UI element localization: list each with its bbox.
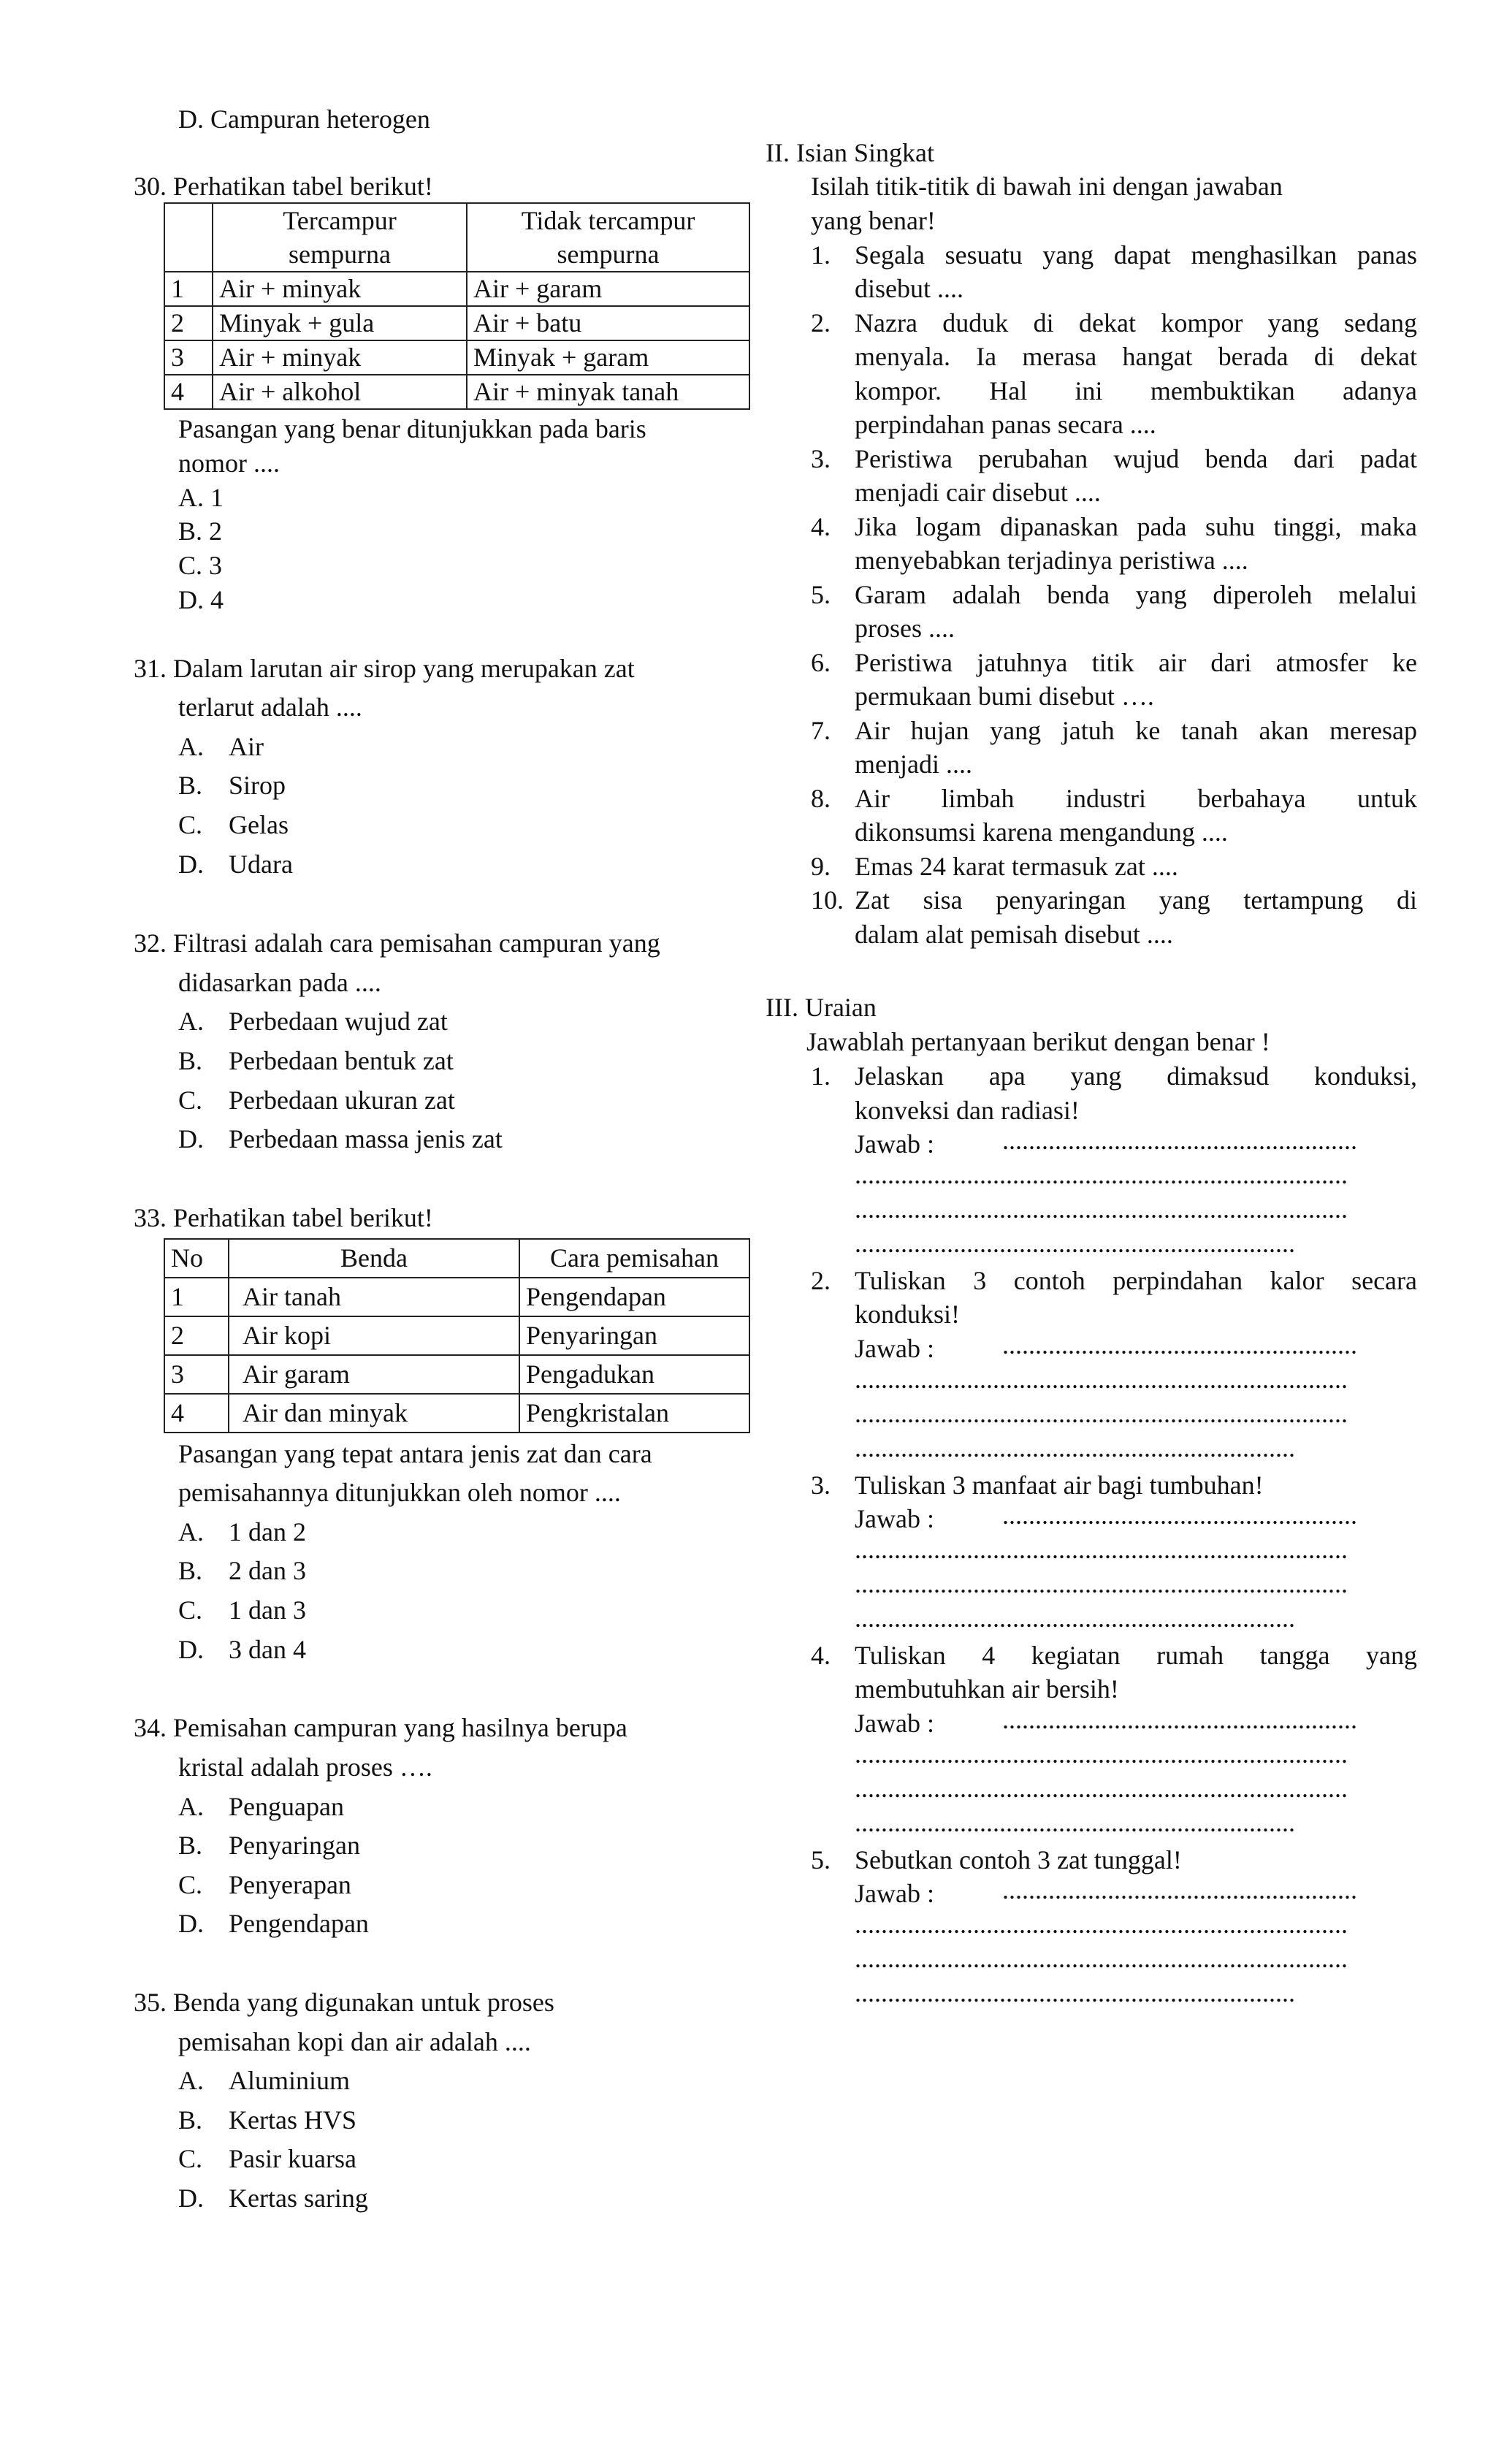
jawab-label: Jawab : <box>855 1879 934 1908</box>
table-cell: 4 <box>164 1394 229 1433</box>
answer-line[interactable]: ................................................................... <box>855 1229 1295 1258</box>
item-text-line: Tuliskan 3 contoh perpindahan kalor secara <box>855 1266 1417 1295</box>
question-34-line1: 34. Pemisahan campuran yang hasilnya berupa <box>134 1713 627 1742</box>
item-text-line: Segala sesuatu yang dapat menghasilkan panas <box>855 240 1417 270</box>
option-text: Aluminium <box>229 2066 351 2095</box>
item-text-line: Tuliskan 4 kegiatan rumah tangga yang <box>855 1641 1417 1670</box>
question-30-title: 30. Perhatikan tabel berikut! <box>134 172 433 201</box>
answer-line[interactable]: ................................................................... <box>855 1978 1295 2007</box>
option-campuran-heterogen: D. Campuran heterogen <box>178 104 430 134</box>
option-text: Perbedaan ukuran zat <box>229 1086 455 1115</box>
table-cell: Air kopi <box>229 1316 519 1355</box>
question-31-line1: 31. Dalam larutan air sirop yang merupakan zat <box>134 654 635 683</box>
option-letter: B. <box>178 1831 203 1860</box>
item-text-line: menjadi .... <box>855 750 972 779</box>
item-text-line: Sebutkan contoh 3 zat tunggal! <box>855 1845 1182 1874</box>
table-cell: Air dan minyak <box>229 1394 519 1433</box>
table-cell: Penyaringan <box>519 1316 749 1355</box>
table-cell: Pengendapan <box>519 1278 749 1316</box>
question-35-line2: pemisahan kopi dan air adalah .... <box>178 2027 531 2056</box>
option-letter: A. <box>178 732 204 761</box>
question-35-line1: 35. Benda yang digunakan untuk proses <box>134 1988 554 2017</box>
item-text-line: membutuhkan air bersih! <box>855 1674 1119 1704</box>
option-text: Udara <box>229 850 293 879</box>
option-text: Perbedaan wujud zat <box>229 1007 448 1036</box>
item-number: 3. <box>811 1471 831 1500</box>
item-number: 2. <box>811 308 831 337</box>
item-number: 9. <box>811 852 831 881</box>
option-letter: C. <box>178 1870 203 1899</box>
table-header-tercampur: Tercampur sempurna <box>213 203 467 272</box>
option-text: Penyerapan <box>229 1870 351 1899</box>
section-2-intro-line2: yang benar! <box>811 206 936 235</box>
option-letter: C. <box>178 810 203 839</box>
item-number: 10. <box>811 885 844 915</box>
table-header-tidak-tercampur: Tidak tercampur sempurna <box>467 203 749 272</box>
item-number: 6. <box>811 648 831 677</box>
answer-line[interactable]: ...................................................... <box>1002 1500 1357 1530</box>
table-cell: Air garam <box>229 1355 519 1394</box>
item-text-line: Peristiwa perubahan wujud benda dari padat <box>855 444 1417 473</box>
option-a: A. 1 <box>178 483 224 512</box>
item-text-line: Air hujan yang jatuh ke tanah akan meresap <box>855 716 1417 745</box>
option-letter: B. <box>178 1556 203 1585</box>
option-letter: D. <box>178 850 204 879</box>
item-text-line: disebut .... <box>855 274 963 303</box>
table-header-blank <box>164 203 213 272</box>
item-text-line: Jelaskan apa yang dimaksud konduksi, <box>855 1061 1417 1091</box>
item-text-line: konveksi dan radiasi! <box>855 1096 1080 1125</box>
answer-line[interactable]: ...................................................... <box>1002 1126 1357 1155</box>
option-text: 2 dan 3 <box>229 1556 306 1585</box>
table-cell: 2 <box>164 1316 229 1355</box>
table-cell: 1 <box>164 272 213 306</box>
answer-line[interactable]: ........................................................................... <box>855 1365 1348 1394</box>
item-text-line: dalam alat pemisah disebut .... <box>855 920 1173 949</box>
option-d: D. 4 <box>178 585 224 614</box>
question-30-prompt-line2: nomor .... <box>178 449 280 478</box>
answer-line[interactable]: ........................................................................... <box>855 1739 1348 1769</box>
item-text-line: permukaan bumi disebut …. <box>855 682 1154 711</box>
answer-line[interactable]: ........................................................................... <box>855 1910 1348 1939</box>
option-text: Pengendapan <box>229 1909 369 1938</box>
table-cell: Pengadukan <box>519 1355 749 1394</box>
item-number: 5. <box>811 580 831 609</box>
item-text-line: Garam adalah benda yang diperoleh melalui <box>855 580 1417 609</box>
table-cell: Air + garam <box>467 272 749 306</box>
section-3-intro: Jawablah pertanyaan berikut dengan benar ! <box>806 1027 1270 1056</box>
table-cell: 3 <box>164 1355 229 1394</box>
question-32-line2: didasarkan pada .... <box>178 968 381 997</box>
item-number: 2. <box>811 1266 831 1295</box>
jawab-label: Jawab : <box>855 1709 934 1738</box>
item-text-line: Air limbah industri berbahaya untuk <box>855 784 1417 813</box>
answer-line[interactable]: ........................................................................... <box>855 1774 1348 1803</box>
item-text-line: proses .... <box>855 614 955 643</box>
table-header-cara: Cara pemisahan <box>519 1239 749 1278</box>
answer-line[interactable]: ........................................................................... <box>855 1160 1348 1189</box>
option-text: 1 dan 3 <box>229 1595 306 1625</box>
item-number: 5. <box>811 1845 831 1874</box>
option-letter: C. <box>178 2144 203 2173</box>
jawab-label: Jawab : <box>855 1129 934 1159</box>
option-letter: B. <box>178 771 203 800</box>
table-q30 <box>164 202 750 410</box>
item-text-line: konduksi! <box>855 1300 960 1329</box>
table-cell: 2 <box>164 306 213 340</box>
answer-line[interactable]: ........................................................................... <box>855 1399 1348 1428</box>
answer-line[interactable]: ...................................................... <box>1002 1705 1357 1734</box>
item-number: 7. <box>811 716 831 745</box>
option-text: Kertas saring <box>229 2183 368 2213</box>
option-text: Penyaringan <box>229 1831 360 1860</box>
option-letter: A. <box>178 1792 204 1821</box>
table-cell: 3 <box>164 340 213 375</box>
question-33-prompt-line1: Pasangan yang tepat antara jenis zat dan cara <box>178 1439 652 1468</box>
answer-line[interactable]: ........................................................................... <box>855 1535 1348 1564</box>
table-cell: 4 <box>164 375 213 409</box>
table-q33 <box>164 1238 750 1433</box>
question-33-title: 33. Perhatikan tabel berikut! <box>134 1203 433 1232</box>
section-2-intro-line1: Isilah titik-titik di bawah ini dengan jawaban <box>811 172 1283 201</box>
option-text: Pasir kuarsa <box>229 2144 356 2173</box>
item-text-line: Peristiwa jatuhnya titik air dari atmosfer ke <box>855 648 1417 677</box>
jawab-label: Jawab : <box>855 1504 934 1533</box>
question-33-prompt-line2: pemisahannya ditunjukkan oleh nomor .... <box>178 1478 621 1507</box>
item-text-line: Emas 24 karat termasuk zat .... <box>855 852 1178 881</box>
table-cell: Air + alkohol <box>213 375 467 409</box>
answer-line[interactable]: ................................................................... <box>855 1433 1295 1462</box>
option-text: Perbedaan massa jenis zat <box>229 1124 503 1153</box>
table-cell: Air + minyak <box>213 340 467 375</box>
option-letter: A. <box>178 2066 204 2095</box>
item-text-line: menyala. Ia merasa hangat berada di dekat <box>855 342 1417 371</box>
option-letter: B. <box>178 1046 203 1075</box>
option-text: Gelas <box>229 810 289 839</box>
table-cell: Minyak + garam <box>467 340 749 375</box>
item-number: 1. <box>811 1061 831 1091</box>
option-c: C. 3 <box>178 551 223 580</box>
option-text: 1 dan 2 <box>229 1517 306 1546</box>
option-letter: D. <box>178 1909 204 1938</box>
item-text-line: perpindahan panas secara .... <box>855 410 1156 439</box>
item-text-line: Tuliskan 3 manfaat air bagi tumbuhan! <box>855 1471 1264 1500</box>
option-text: 3 dan 4 <box>229 1635 306 1664</box>
option-letter: D. <box>178 1635 204 1664</box>
option-letter: A. <box>178 1007 204 1036</box>
table-cell: 1 <box>164 1278 229 1316</box>
option-text: Air <box>229 732 264 761</box>
question-30-prompt-line1: Pasangan yang benar ditunjukkan pada baris <box>178 414 646 443</box>
option-letter: C. <box>178 1086 203 1115</box>
item-text-line: Jika logam dipanaskan pada suhu tinggi, maka <box>855 512 1417 541</box>
item-number: 4. <box>811 1641 831 1670</box>
answer-line[interactable]: ........................................................................... <box>855 1569 1348 1598</box>
answer-line[interactable]: ........................................................................... <box>855 1944 1348 1973</box>
answer-line[interactable]: ...................................................... <box>1002 1330 1357 1359</box>
table-header-benda: Benda <box>229 1239 519 1278</box>
option-letter: D. <box>178 2183 204 2213</box>
option-b: B. 2 <box>178 516 223 546</box>
question-34-line2: kristal adalah proses …. <box>178 1752 432 1782</box>
item-text-line: Zat sisa penyaringan yang tertampung di <box>855 885 1417 915</box>
table-cell: Air + batu <box>467 306 749 340</box>
item-text-line: Nazra duduk di dekat kompor yang sedang <box>855 308 1417 337</box>
jawab-label: Jawab : <box>855 1334 934 1363</box>
item-text-line: menyebabkan terjadinya peristiwa .... <box>855 546 1248 575</box>
item-text-line: dikonsumsi karena mengandung .... <box>855 817 1228 847</box>
option-letter: A. <box>178 1517 204 1546</box>
table-cell: Air + minyak tanah <box>467 375 749 409</box>
option-letter: B. <box>178 2105 203 2135</box>
question-32-line1: 32. Filtrasi adalah cara pemisahan campuran yang <box>134 928 660 958</box>
table-cell: Air tanah <box>229 1278 519 1316</box>
option-letter: D. <box>178 1124 204 1153</box>
table-header-no: No <box>164 1239 229 1278</box>
table-cell: Pengkristalan <box>519 1394 749 1433</box>
answer-line[interactable]: ................................................................... <box>855 1603 1295 1633</box>
option-text: Sirop <box>229 771 286 800</box>
answer-line[interactable]: ...................................................... <box>1002 1875 1357 1904</box>
table-cell: Minyak + gula <box>213 306 467 340</box>
question-31-line2: terlarut adalah .... <box>178 693 362 722</box>
option-text: Kertas HVS <box>229 2105 356 2135</box>
item-text-line: menjadi cair disebut .... <box>855 478 1101 507</box>
table-cell: Air + minyak <box>213 272 467 306</box>
item-text-line: kompor. Hal ini membuktikan adanya <box>855 376 1417 405</box>
item-number: 4. <box>811 512 831 541</box>
option-letter: C. <box>178 1595 203 1625</box>
option-text: Penguapan <box>229 1792 344 1821</box>
answer-line[interactable]: ........................................................................... <box>855 1194 1348 1224</box>
item-number: 1. <box>811 240 831 270</box>
section-3-heading: III. Uraian <box>766 993 877 1022</box>
item-number: 8. <box>811 784 831 813</box>
answer-line[interactable]: ................................................................... <box>855 1808 1295 1837</box>
item-number: 3. <box>811 444 831 473</box>
section-2-heading: II. Isian Singkat <box>766 138 934 167</box>
option-text: Perbedaan bentuk zat <box>229 1046 454 1075</box>
